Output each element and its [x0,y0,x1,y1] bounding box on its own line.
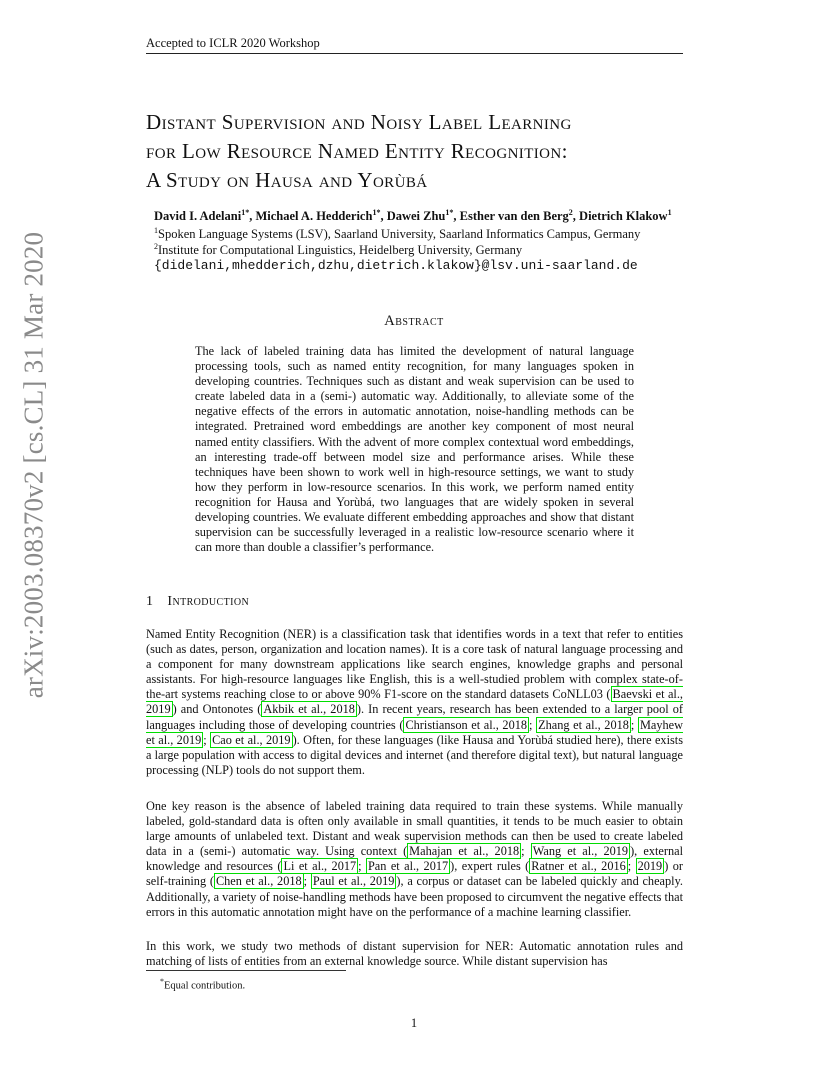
title-line-1: Distant Supervision and Noisy Label Learning [146,110,572,134]
author-list: David I. Adelani$^{1*}$, Michael A. Hedderich$^{1*}$, Dawei Zhu$^{1*}$, Esther van den Berg$^2$, Dietrich Klakow$^1$ [154,208,672,224]
author-name: Dietrich Klakow [579,209,668,224]
section-title: Introduction [167,594,250,609]
author-affil-mark: 2 [568,208,573,217]
footnote-rule [146,970,346,971]
citation-link[interactable]: Mahajan et al., 2018 [409,844,520,859]
paragraph-text: ; [521,844,531,859]
affiliation-text: Spoken Language Systems (LSV), Saarland University, Saarland Informatics Campus, Germany [158,227,641,242]
section-number: 1 [146,594,154,609]
affiliation-1 [154,226,714,242]
footnote-mark: * [160,977,164,986]
abstract-heading: Abstract [384,313,444,329]
affiliation-2 [154,242,714,258]
author-affil-mark: 1 [667,208,672,217]
paragraph-text: ; [303,874,311,889]
paragraph-text: ). Often, for these languages (like Hausa and Yorùbá studied here), there exists a large population with access to digital devices and internet (and therefore digital text), but natural language processing (NLP) tools do not support them. [146,732,683,777]
paragraph-text: ), expert rules ( [450,859,530,874]
citation-link[interactable]: Wang et al., 2019 [532,844,629,859]
citation-link[interactable]: Ratner et al., 2016 [531,859,626,874]
arxiv-stamp [10,231,58,699]
citation-link[interactable]: Akbik et al., 2018 [263,702,355,717]
title-line-2: for Low Resource Named Entity Recognition: [146,139,568,163]
author-name: Michael A. Hedderich [255,209,373,224]
paragraph-text: ) or self-training ( [146,859,683,889]
running-header: Accepted to ICLR 2020 Workshop [146,36,320,50]
author-emails: {didelani,mhedderich,dzhu,dietrich.klakow}@lsv.uni-saarland.de [154,258,638,273]
paragraph-text: One key reason is the absence of labeled training data required to train these systems. While manually labeled, gold-standard data is often only available in small quantities, it tends to be much easier to obtain large amounts of unlabeled text. Distant and weak supervision methods can then be used to create labeled data in a (semi-) automatic way. Using context ( [146,799,683,859]
paragraph-text: ), a corpus or dataset can be labeled quickly and cheaply. Additionally, a variety of noise-handling methods have been proposed to circumvent the negative effects that errors in this automatic annotation might have on the performance of a machine learning classifier. [146,874,683,919]
paragraph-text: ), external knowledge and resources ( [146,844,684,874]
citation-link[interactable]: Paul et al., 2019 [312,874,395,889]
author-affil-mark: 1* [372,208,381,217]
arxiv-stamp-text: arXiv:2003.08370v2 [cs.CL] 31 Mar 2020 [18,231,49,699]
footnote [160,977,245,992]
paragraph-text: ; [627,859,636,874]
affiliation-text: Institute for Computational Linguistics, Heidelberg University, Germany [158,243,523,258]
paragraph-text: ; [358,859,366,874]
paragraph-text: ; [630,717,638,732]
paragraph-text: Named Entity Recognition (NER) is a classification task that identifies words in a text that refer to entities (such as dates, person, organization and location names). It is a core task of natural language processing and a component for many downstream applications like search engines, knowledge graphs and personal assistants. For high-resource languages like English, this is a well-studied problem with complex state-of-the-art systems reaching close to or above 90% F1-score on the standard datasets CoNLL03 ( [146,627,683,702]
paragraph-text: ; [203,732,211,747]
citation-link[interactable]: Cao et al., 2019 [212,732,291,747]
citation-link[interactable]: Christianson et al., 2018 [405,717,528,732]
author-affil-mark: 1* [241,208,250,217]
paragraph-text: ; [529,717,537,732]
citation-link[interactable]: Mayhew et al., 2019 [146,717,683,747]
header-rule [146,53,683,54]
author-name: Esther van den Berg [459,209,569,224]
paragraph-2 [146,799,683,920]
paragraph-1 [146,627,683,778]
citation-link[interactable]: Pan et al., 2017 [367,859,449,874]
page-number: 1 [410,1016,418,1030]
paper-title [146,108,706,195]
author-affil-mark: 1* [445,208,454,217]
citation-link[interactable]: Baevski et al., 2019 [146,687,683,717]
affiliation-mark: 1 [154,226,158,235]
footnote-text: Equal contribution. [164,980,246,992]
citation-link[interactable]: Chen et al., 2018 [215,874,302,889]
citation-link[interactable]: Zhang et al., 2018 [538,717,629,732]
author-name: David I. Adelani [154,209,242,224]
section-heading [146,594,249,610]
author-name: Dawei Zhu [386,209,446,224]
affiliation-mark: 2 [154,242,158,251]
paragraph-text: ) and Ontonotes ( [172,702,262,717]
citation-link[interactable]: Li et al., 2017 [283,859,357,874]
paragraph-3: In this work, we study two methods of distant supervision for NER: Automatic annotation rules and matching of lists of entities from an external knowledge source. While distant supervision has [146,939,683,969]
paragraph-text: ). In recent years, research has been extended to a larger pool of languages including those of developing countries ( [146,702,683,732]
title-line-3: A Study on Hausa and Yorùbá [146,168,428,192]
abstract-body: The lack of labeled training data has limited the development of natural language processing tools, such as named entity recognition, for many languages spoken in developing countries. Techniques such as distant and weak supervision can be used to create labeled data in a (semi-) automatic way. Additionally, to alleviate some of the negative effects of the errors in automatic annotation, noise-handling methods can be integrated. Pretrained word embeddings are another key component of most neural named entity classifiers. With the advent of more complex contextual word embeddings, an interesting trade-off between model size and performance arises. While these techniques have been shown to work well in high-resource settings, we want to study how they perform in low-resource scenarios. In this work, we perform named entity recognition for Hausa and Yorùbá, two languages that are widely spoken in several developing countries. We evaluate different embedding approaches and show that distant supervision can be successfully leveraged in a realistic low-resource scenario where it can more than double a classifier’s performance. [195,344,634,555]
citation-link[interactable]: 2019 [637,859,663,874]
